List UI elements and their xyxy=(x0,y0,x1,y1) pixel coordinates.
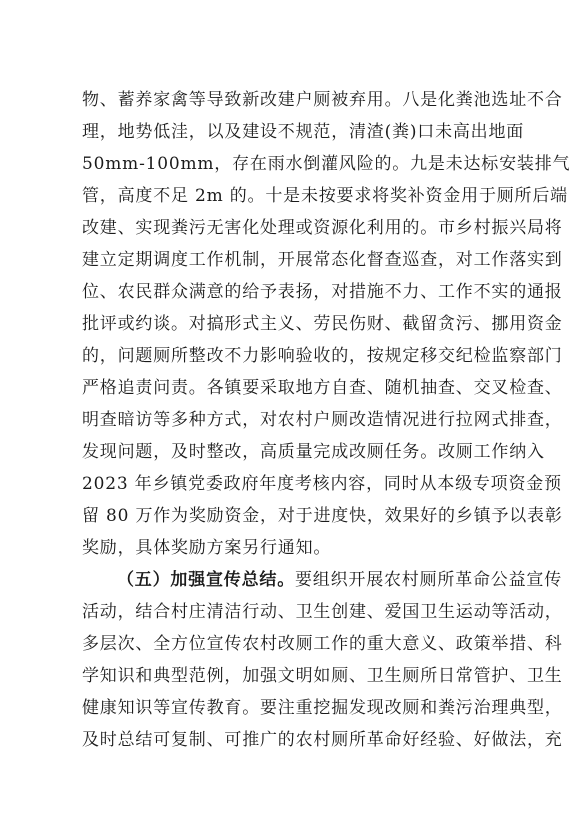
body-text-line: 明查暗访等多种方式，对农村户厕改造情况进行拉网式排查， xyxy=(82,410,563,430)
body-text-line: 位、农民群众满意的给予表扬，对措施不力、工作不实的通报 xyxy=(82,282,563,302)
body-text-line: 活动，结合村庄清洁行动、卫生创建、爱国卫生运动等活动， xyxy=(82,602,563,622)
body-text-line: 及时总结可复制、可推广的农村厕所革命好经验、好做法，充 xyxy=(82,730,563,750)
body-text-line: 奖励，具体奖励方案另行通知。 xyxy=(82,538,332,558)
section-heading-line xyxy=(117,566,562,594)
body-text-line: 多层次、全方位宣传农村改厕工作的重大意义、政策举措、科 xyxy=(82,634,563,654)
body-text-line: 批评或约谈。对搞形式主义、劳民伤财、截留贪污、挪用资金 xyxy=(82,314,563,334)
body-text-line: 理，地势低洼，以及建设不规范，清渣(粪)口未高出地面 xyxy=(82,122,525,142)
body-text-line: 发现问题，及时整改，高质量完成改厕任务。改厕工作纳入 xyxy=(82,442,545,462)
body-text-line: 改建、实现粪污无害化处理或资源化利用的。市乡村振兴局将 xyxy=(82,218,563,238)
body-text-line: 建立定期调度工作机制，开展常态化督查巡查，对工作落实到 xyxy=(82,250,563,270)
body-text-line: 严格追责问责。各镇要采取地方自查、随机抽查、交叉检查、 xyxy=(82,378,563,398)
body-text-line: 物、蓄养家禽等导致新改建户厕被弃用。八是化粪池选址不合 xyxy=(82,90,563,110)
section-text: 要组织开展农村厕所革命公益宣传 xyxy=(295,570,562,590)
section-heading: （五）加强宣传总结。 xyxy=(117,570,295,590)
body-text-line: 50mm-100mm，存在雨水倒灌风险的。九是未达标安装排气 xyxy=(82,154,571,174)
body-text-line: 学知识和典型范例，加强文明如厕、卫生厕所日常管护、卫生 xyxy=(82,666,563,686)
body-text-line: 留 80 万作为奖励资金，对于进度快，效果好的乡镇予以表彰 xyxy=(82,506,563,526)
body-text-line: 管，高度不足 2m 的。十是未按要求将奖补资金用于厕所后端 xyxy=(82,186,568,206)
body-text-line: 健康知识等宣传教育。要注重挖掘发现改厕和粪污治理典型， xyxy=(82,698,563,718)
body-text-line: 的，问题厕所整改不力影响验收的，按规定移交纪检监察部门 xyxy=(82,346,563,366)
body-text-line: 2023 年乡镇党委政府年度考核内容，同时从本级专项资金预 xyxy=(82,474,562,494)
